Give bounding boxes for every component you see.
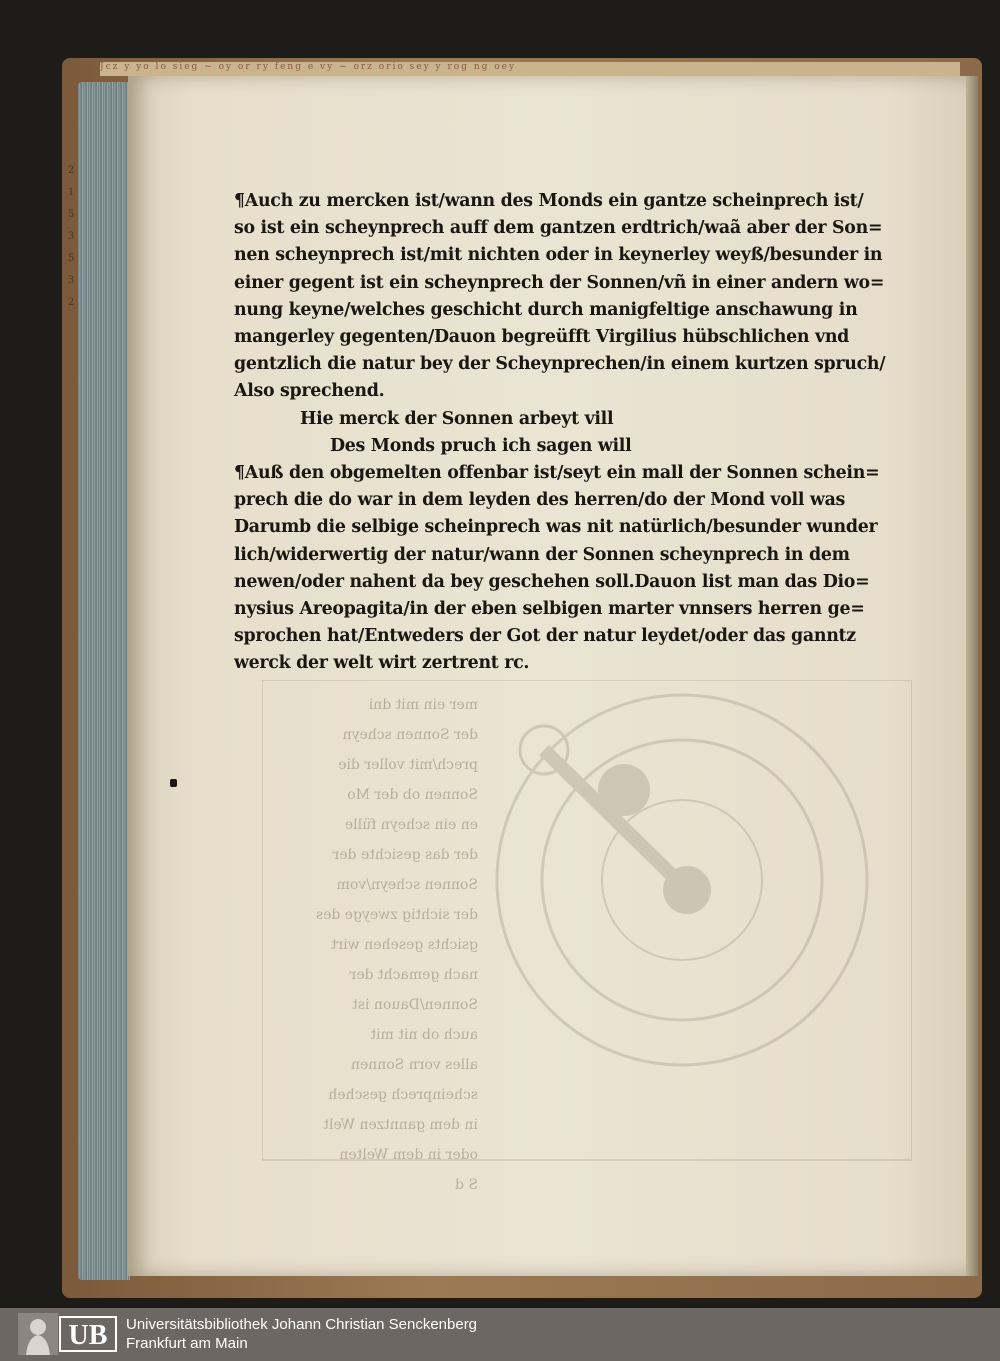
bleed-line: der sichtig zweyge des — [315, 907, 478, 923]
bleed-line: nach gemacht der — [349, 967, 478, 983]
bleed-line: in dem ganntzen Welt — [323, 1117, 478, 1133]
ink-mark — [170, 779, 177, 787]
text-line: Darumb die selbige scheinprech was nit natürlich/besunder wunder — [234, 517, 878, 538]
text-line: Also sprechend. — [234, 381, 385, 402]
text-line: prech die do war in dem leyden des herren/do der Mond voll was — [234, 490, 846, 511]
bleed-line: Sonnen/Dauon ist — [352, 997, 478, 1013]
library-location: Frankfurt am Main — [126, 1335, 248, 1352]
bleed-line: der Sonnen scheyn — [342, 727, 478, 743]
text-line: newen/oder nahent da bey geschehen soll.Dauon list man das Dio= — [234, 571, 870, 592]
text-line: einer gegent ist ein scheynprech der Sonnen/vñ in einer andern wo= — [234, 272, 885, 293]
library-name[interactable]: Universitätsbibliothek Johann Christian Senckenberg — [126, 1316, 478, 1333]
bleed-line: Sonnen ob der Mo — [347, 787, 478, 803]
text-line: nung keyne/welches geschicht durch manigfeltige anschawung in — [234, 299, 858, 320]
text-line: so ist ein scheynprech auff dem gantzen erdtrich/waã aber der Son= — [234, 218, 883, 239]
edge-marks — [64, 160, 78, 390]
edge-mark: 3 — [67, 275, 75, 286]
bleed-through-text — [268, 690, 478, 1200]
bleed-line: oder in dem Welten — [339, 1147, 478, 1163]
bleed-line: mer ein mit dni — [368, 697, 478, 713]
bleed-line: auch ob nit mit — [370, 1027, 478, 1043]
text-line: lich/widerwertig der natur/wann der Sonnen scheynprech in dem — [234, 544, 850, 565]
text-line: nysius Areopagita/in der eben selbigen marter vnnsers herren ge= — [234, 599, 865, 620]
edge-mark: 2 — [67, 165, 75, 176]
page-edges — [78, 82, 130, 1280]
bleed-line: der das gesichte der — [332, 847, 478, 863]
text-line: werck der welt wirt zertrent rc. — [234, 653, 530, 674]
edge-mark: 5 — [67, 209, 75, 220]
bleed-line: gsichts gesehen wirt — [330, 937, 478, 953]
edge-mark: 1 — [67, 187, 75, 198]
edge-mark: 2 — [67, 297, 75, 308]
bleed-line: scheinprech gescheh — [328, 1087, 478, 1103]
text-line: nen scheynprech ist/mit nichten oder in keynerley weyß/besunder in — [234, 245, 883, 266]
text-line: mangerley gegenten/Dauon begreüfft Virgilius hübschlichen vnd — [234, 327, 850, 348]
bleed-line: prech/mit voller die — [338, 757, 478, 773]
gutter-shadow — [966, 76, 978, 1276]
page-text — [234, 188, 914, 678]
edge-mark: 5 — [67, 253, 75, 264]
cover-inscription: Jcz y yo lo sieg ~ oy or ry feng e vy ~ orz orio sey y rog ng oey — [100, 62, 960, 76]
text-line: ¶Auch zu mercken ist/wann des Monds ein gantze scheinprech ist/ — [234, 191, 864, 211]
verse-line: Hie merck der Sonnen arbeyt vill — [300, 408, 614, 429]
bleed-line: en ein scheyn fülle — [344, 817, 478, 833]
bleed-line: S d — [454, 1177, 478, 1193]
bleed-line: Sonnen scheyn/vom — [336, 877, 478, 893]
text-line: gentzlich die natur bey der Scheynprechen/in einem kurtzen spruch/ — [234, 354, 886, 375]
verse-line: Des Monds pruch ich sagen will — [330, 435, 632, 456]
logo-text: UB — [68, 1320, 108, 1351]
ub-logo-icon[interactable] — [18, 1313, 118, 1355]
text-line: ¶Auß den obgemelten offenbar ist/seyt ein mall der Sonnen schein= — [234, 463, 880, 484]
edge-mark: 3 — [67, 231, 75, 242]
bleed-line: alles vorn Sonnen — [350, 1057, 478, 1073]
text-line: sprochen hat/Entweders der Got der natur leydet/oder das ganntz — [234, 626, 856, 647]
